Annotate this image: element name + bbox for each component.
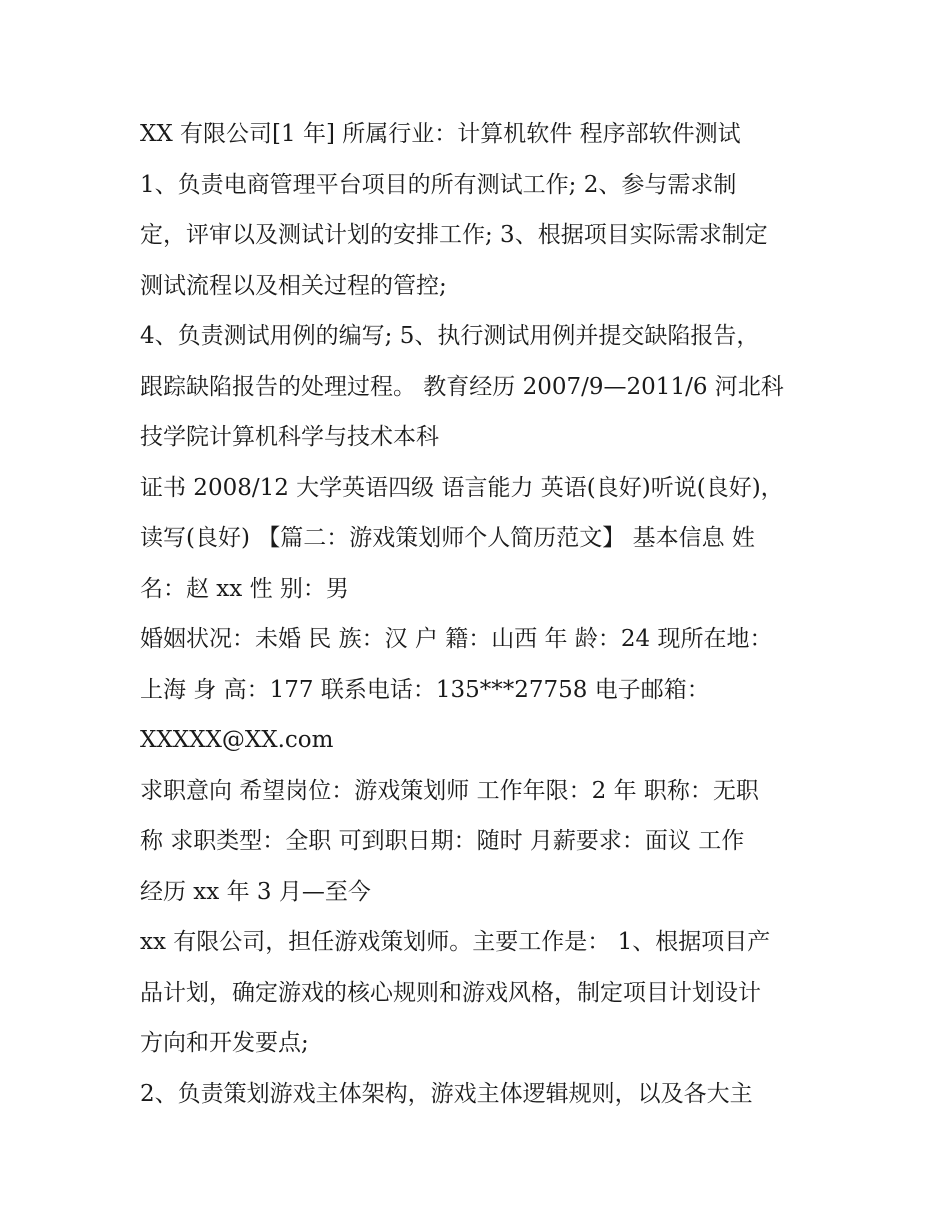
text-line: 方向和开发要点; <box>140 1030 309 1056</box>
text-line: 定，评审以及测试计划的安排工作; 3、根据项目实际需求制定 <box>140 222 768 248</box>
document-body <box>140 109 830 1119</box>
text-line: 4、负责测试用例的编写; 5、执行测试用例并提交缺陷报告， <box>140 323 760 349</box>
text-line: xx 有限公司，担任游戏策划师。主要工作是： 1、根据项目产 <box>140 929 771 955</box>
text-line: 2、负责策划游戏主体架构，游戏主体逻辑规则，以及各大主 <box>140 1080 753 1107</box>
text-line: XX 有限公司[1 年] 所属行业：计算机软件 程序部软件测试 <box>140 121 741 147</box>
text-line: 上海 身 高：177 联系电话：135***27758 电子邮箱： <box>140 676 710 703</box>
text-line: 婚姻状况：未婚 民 族：汉 户 籍：山西 年 龄：24 现所在地： <box>140 626 773 652</box>
text-line: 品计划，确定游戏的核心规则和游戏风格，制定项目计划设计 <box>140 979 761 1006</box>
text-line: 跟踪缺陷报告的处理过程。 教育经历 2007/9—2011/6 河北科 <box>140 373 784 400</box>
text-line: XXXXX@XX.com <box>140 727 334 753</box>
text-line: 名：赵 xx 性 别：男 <box>140 575 349 602</box>
text-line: 读写(良好) 【篇二：游戏策划师个人简历范文】 基本信息 姓 <box>140 525 755 551</box>
text-line: 经历 xx 年 3 月—至今 <box>140 878 371 905</box>
text-line: 1、负责电商管理平台项目的所有测试工作; 2、参与需求制 <box>140 171 737 198</box>
text-line: 测试流程以及相关过程的管控; <box>140 272 447 299</box>
text-line: 证书 2008/12 大学英语四级 语言能力 英语(良好)听说(良好)， <box>140 474 784 501</box>
text-line: 称 求职类型：全职 可到职日期：随时 月薪要求：面议 工作 <box>140 828 745 854</box>
text-line: 技学院计算机科学与技术本科 <box>140 424 439 450</box>
text-line: 求职意向 希望岗位：游戏策划师 工作年限：2 年 职称：无职 <box>140 777 759 804</box>
